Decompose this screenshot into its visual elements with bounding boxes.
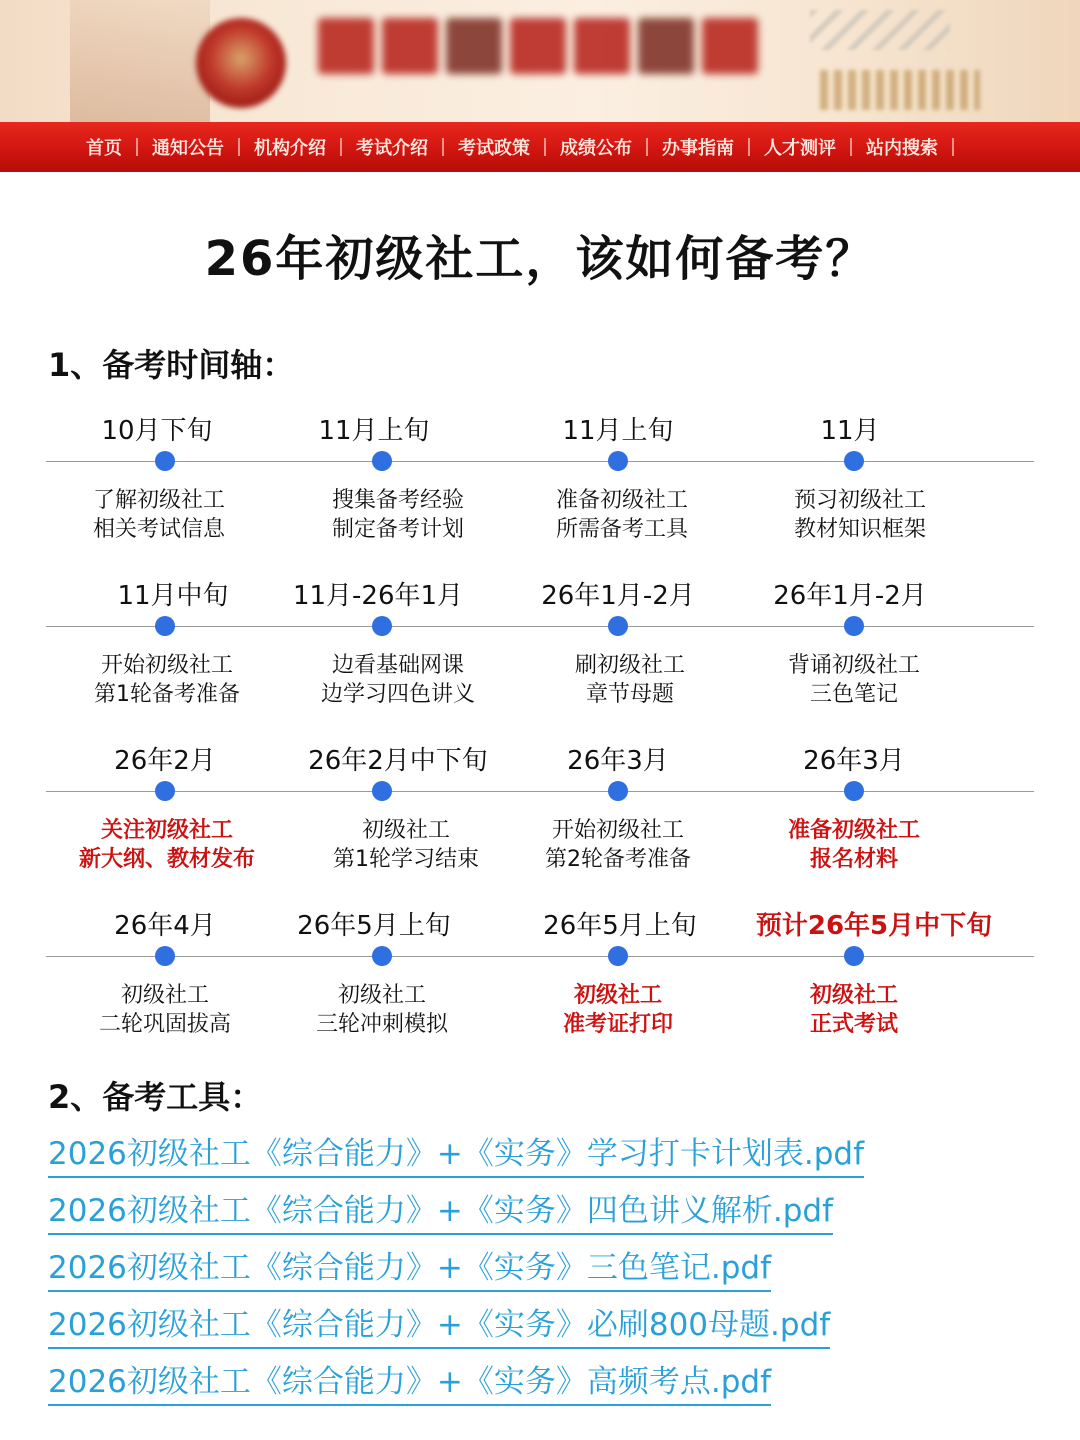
timeline-desc: 准备初级社工 所需备考工具 (555, 488, 688, 542)
timeline-dot (155, 616, 175, 636)
nav-separator (136, 138, 138, 156)
great-wall-graphic (70, 0, 210, 122)
timeline-line (46, 626, 1034, 627)
timeline-date-highlight: 预计26年5月中下旬 (755, 911, 993, 941)
nav-item-about[interactable]: 机构介绍 (254, 134, 356, 160)
timeline-dot (844, 616, 864, 636)
timeline-desc: 刷初级社工 章节母题 (574, 653, 685, 707)
timeline-desc-highlight: 初级社工 正式考试 (809, 983, 898, 1037)
timeline-date: 11月上旬 (318, 416, 430, 446)
timeline-line (46, 791, 1034, 792)
nav-item-home[interactable]: 首页 (86, 134, 152, 160)
nav-item-exams[interactable]: 考试介绍 (356, 134, 458, 160)
timeline-date: 11月中旬 (117, 581, 229, 611)
timeline-dot (155, 451, 175, 471)
site-logo-text (318, 18, 758, 78)
landscape-graphic (820, 70, 980, 110)
timeline-dot (844, 451, 864, 471)
file-link-four-color-notes[interactable]: 2026初级社工《综合能力》+《实务》四色讲义解析.pdf (48, 1191, 833, 1235)
nav-separator (952, 138, 954, 156)
nav-separator (748, 138, 750, 156)
file-link-800-questions[interactable]: 2026初级社工《综合能力》+《实务》必刷800母题.pdf (48, 1305, 830, 1349)
timeline-desc: 初级社工 三轮冲刺模拟 (315, 983, 448, 1037)
timeline-dot (608, 781, 628, 801)
timeline-date: 26年3月 (567, 746, 669, 776)
timeline-dot (844, 781, 864, 801)
timeline-line (46, 956, 1034, 957)
timeline-date: 26年2月中下旬 (308, 746, 488, 776)
timeline-date: 11月 (820, 416, 880, 446)
section-heading-timeline: 1、备考时间轴： (48, 346, 295, 384)
file-link-key-points[interactable]: 2026初级社工《综合能力》+《实务》高频考点.pdf (48, 1362, 771, 1406)
timeline-dot (608, 946, 628, 966)
timeline-date: 26年5月上旬 (297, 911, 451, 941)
timeline-desc: 初级社工 二轮巩固拔高 (98, 983, 231, 1037)
timeline-desc: 预习初级社工 教材知识框架 (793, 488, 926, 542)
timeline-desc: 开始初级社工 第2轮备考准备 (545, 818, 691, 872)
timeline-dot (372, 616, 392, 636)
timeline-desc: 开始初级社工 第1轮备考准备 (94, 653, 240, 707)
nav-item-assessment[interactable]: 人才测评 (764, 134, 866, 160)
nav-separator (340, 138, 342, 156)
timeline-date: 10月下旬 (101, 416, 213, 446)
timeline-dot (608, 451, 628, 471)
timeline-desc: 了解初级社工 相关考试信息 (92, 488, 225, 542)
timeline-row (0, 573, 1080, 733)
timeline-row (0, 408, 1080, 568)
timeline-date: 26年5月上旬 (543, 911, 697, 941)
cranes-graphic (810, 10, 950, 50)
timeline-row (0, 903, 1080, 1063)
site-banner (0, 0, 1080, 122)
timeline-date: 11月-26年1月 (292, 581, 464, 611)
timeline-date: 26年1月-2月 (773, 581, 927, 611)
timeline-desc-highlight: 准备初级社工 报名材料 (787, 818, 920, 872)
timeline-date: 26年4月 (114, 911, 216, 941)
timeline-dot (155, 946, 175, 966)
timeline-desc: 边看基础网课 边学习四色讲义 (320, 653, 475, 707)
nav-item-results[interactable]: 成绩公布 (560, 134, 662, 160)
nav-separator (850, 138, 852, 156)
timeline-date: 26年1月-2月 (541, 581, 695, 611)
timeline-date: 11月上旬 (562, 416, 674, 446)
timeline-desc: 背诵初级社工 三色笔记 (787, 653, 920, 707)
timeline-desc: 初级社工 第1轮学习结束 (333, 818, 479, 872)
timeline-desc: 搜集备考经验 制定备考计划 (331, 488, 464, 542)
main-nav (0, 122, 1080, 172)
section-heading-tools: 2、备考工具： (48, 1078, 263, 1116)
timeline-dot (372, 946, 392, 966)
nav-separator (646, 138, 648, 156)
nav-item-policy[interactable]: 考试政策 (458, 134, 560, 160)
timeline-desc-highlight: 关注初级社工 新大纲、教材发布 (78, 818, 255, 872)
timeline-desc-highlight: 初级社工 准考证打印 (562, 983, 673, 1037)
nav-item-guide[interactable]: 办事指南 (662, 134, 764, 160)
timeline-dot (372, 451, 392, 471)
timeline-row (0, 738, 1080, 898)
timeline-line (46, 461, 1034, 462)
timeline-date: 26年3月 (803, 746, 905, 776)
timeline-date: 26年2月 (114, 746, 216, 776)
nav-item-search[interactable]: 站内搜索 (866, 134, 968, 160)
nav-separator (544, 138, 546, 156)
file-link-list (48, 1134, 864, 1419)
nav-item-notices[interactable]: 通知公告 (152, 134, 254, 160)
nav-separator (238, 138, 240, 156)
file-link-checkin-plan[interactable]: 2026初级社工《综合能力》+《实务》学习打卡计划表.pdf (48, 1134, 864, 1178)
timeline-dot (155, 781, 175, 801)
timeline-dot (372, 781, 392, 801)
nav-separator (442, 138, 444, 156)
timeline-dot (844, 946, 864, 966)
page-title: 26年初级社工，该如何备考？ (204, 231, 876, 287)
emblem-logo (196, 18, 286, 108)
timeline-dot (608, 616, 628, 636)
file-link-three-color-notes[interactable]: 2026初级社工《综合能力》+《实务》三色笔记.pdf (48, 1248, 771, 1292)
